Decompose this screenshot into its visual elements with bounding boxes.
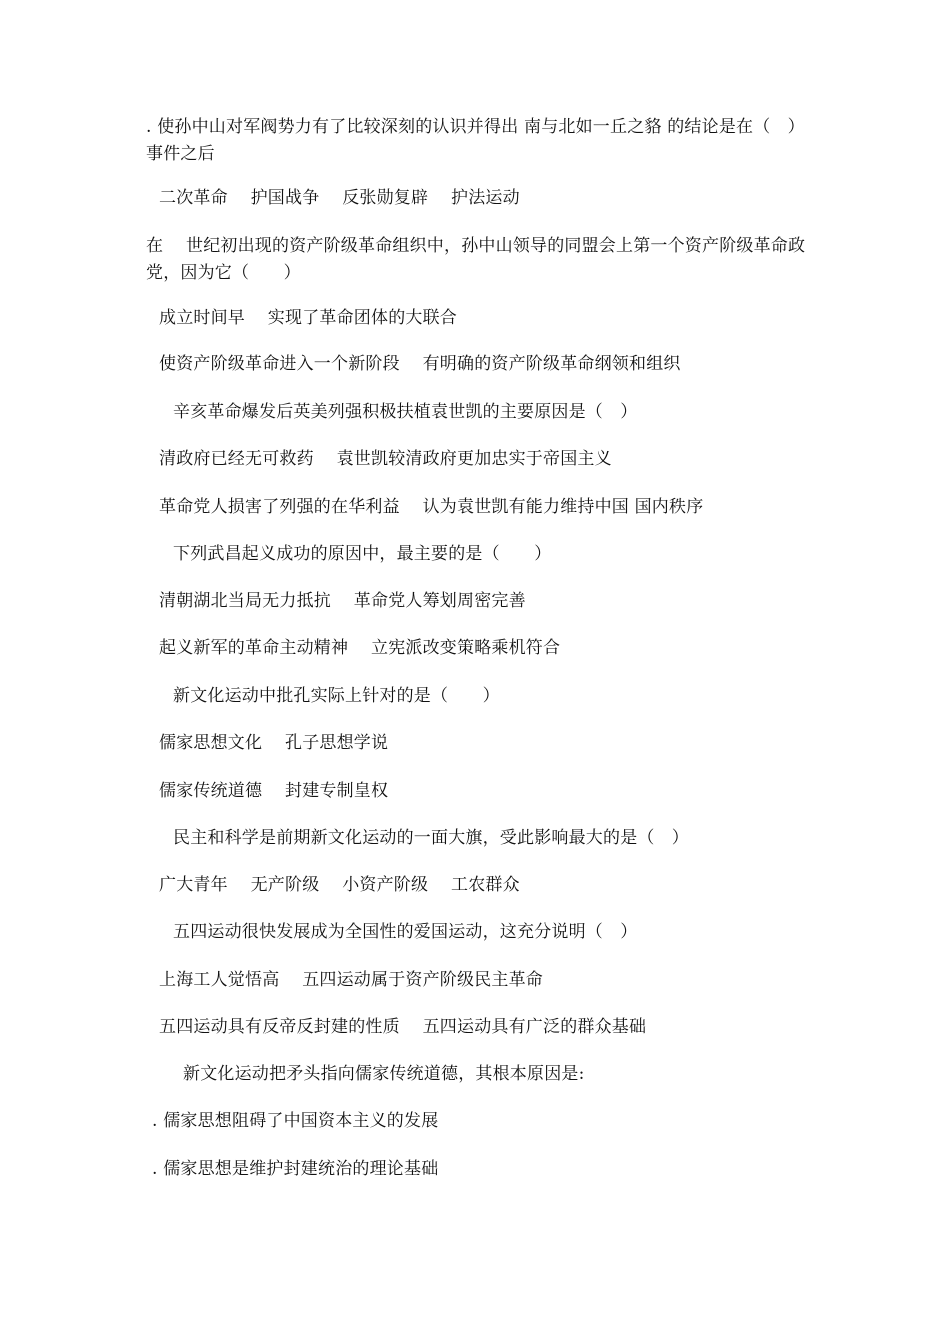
question-3-options-row-1: 清政府已经无可救药 袁世凯较清政府更加忠实于帝国主义 <box>159 449 612 469</box>
question-6-options: 广大青年 无产阶级 小资产阶级 工农群众 <box>159 875 520 895</box>
question-8-option-b: . 儒家思想是维护封建统治的理论基础 <box>152 1159 439 1179</box>
question-5-options-row-1: 儒家思想文化 孔子思想学说 <box>159 733 389 753</box>
question-1-options: 二次革命 护国战争 反张勋复辟 护法运动 <box>159 188 520 208</box>
question-7-options-row-2: 五四运动具有反帝反封建的性质 五四运动具有广泛的群众基础 <box>159 1017 647 1037</box>
question-4-text: 下列武昌起义成功的原因中，最主要的是（ ） <box>173 544 552 564</box>
question-2-options-row-1: 成立时间早 实现了革命团体的大联合 <box>159 308 458 328</box>
question-4-options-row-1: 清朝湖北当局无力抵抗 革命党人筹划周密完善 <box>159 591 526 611</box>
question-7-options-row-1: 上海工人觉悟高 五四运动属于资产阶级民主革命 <box>159 970 544 990</box>
question-7-text: 五四运动很快发展成为全国性的爱国运动，这充分说明（ ） <box>173 922 638 942</box>
question-2-text: 在 世纪初出现的资产阶级革命组织中，孙中山领导的同盟会上第一个资产阶级革命政党，因为它（ ） <box>146 236 806 283</box>
question-3-text: 辛亥革命爆发后英美列强积极扶植袁世凯的主要原因是（ ） <box>173 402 638 422</box>
question-1-text: . 使孙中山对军阀势力有了比较深刻的认识并得出 南与北如一丘之貉 的结论是在（ ）事件之后 <box>146 117 805 164</box>
question-4-options-row-2: 起义新军的革命主动精神 立宪派改变策略乘机符合 <box>159 638 561 658</box>
question-5-text: 新文化运动中批孔实际上针对的是（ ） <box>173 686 500 706</box>
question-6-text: 民主和科学是前期新文化运动的一面大旗，受此影响最大的是（ ） <box>173 828 689 848</box>
question-5-options-row-2: 儒家传统道德 封建专制皇权 <box>159 781 389 801</box>
question-2-options-row-2: 使资产阶级革命进入一个新阶段 有明确的资产阶级革命纲领和组织 <box>159 354 681 374</box>
question-8-option-a: . 儒家思想阻碍了中国资本主义的发展 <box>152 1111 439 1131</box>
question-8-text: 新文化运动把矛头指向儒家传统道德，其根本原因是: <box>183 1064 585 1084</box>
question-3-options-row-2: 革命党人损害了列强的在华利益 认为袁世凯有能力维持中国 国内秩序 <box>159 497 704 517</box>
